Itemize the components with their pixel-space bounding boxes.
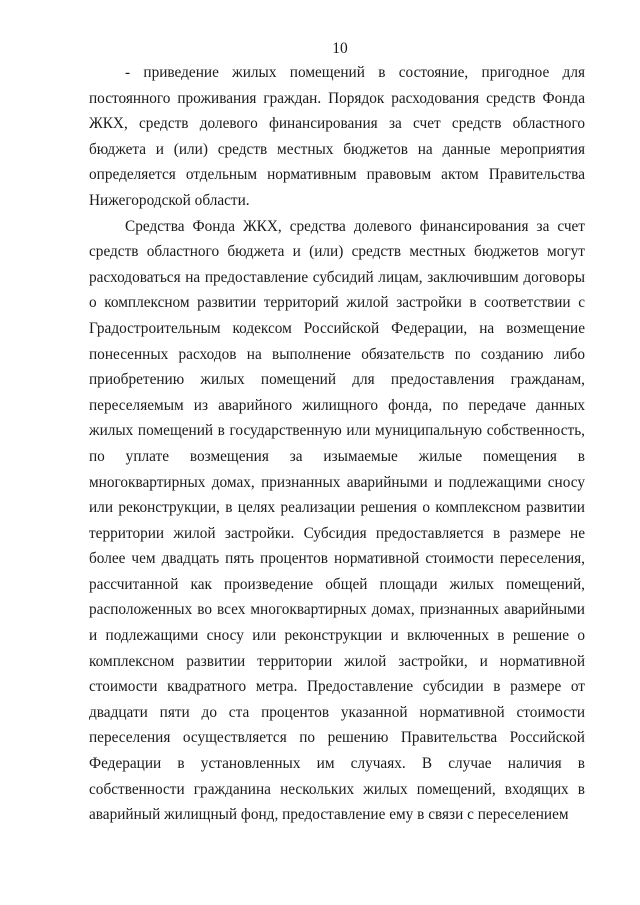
paragraph-housing-conditions: - приведение жилых помещений в состояние, пригодное для постоянного проживания граждан. Порядок расходования средств Фонда ЖКХ, средств долевого финансирования за счет средств областного бюджета и (или) средств местных бюджетов на данные мероприятия определяется отдельным нормативным правовым актом Правительства Нижегородской области. xyxy=(89,64,585,209)
page-number: 10 xyxy=(332,40,348,57)
body-text xyxy=(89,60,585,828)
paragraph-subsidies: Средства Фонда ЖКХ, средства долевого финансирования за счет средств областного бюджета и (или) средств местных бюджетов могут расходоваться на предоставление субсидий лицам, заключившим договоры о комплексном развитии территорий жилой застройки в соответствии с Градостроительным кодексом Российской Федерации, на возмещение понесенных расходов на выполнение обязательств по созданию либо приобретению жилых помещений для предоставления гражданам, переселяемым из аварийного жилищного фонда, по передаче данных жилых помещений в государственную или муниципальную собственность, по уплате возмещения за изымаемые жилые помещения в многоквартирных домах, признанных аварийными и подлежащими сносу или реконструкции, в целях реализации решения о комплексном развитии территории жилой застройки. Субсидия предоставляется в размере не более чем двадцать пять процентов нормативной стоимости переселения, рассчитанной как произведение общей площади жилых помещений, расположенных во всех многоквартирных домах, признанных аварийными и подлежащими сносу или реконструкции и включенных в решение о комплексном развитии территории жилой застройки, и нормативной стоимости квадратного метра. Предоставление субсидии в размере от двадцати пяти до ста процентов указанной нормативной стоимости переселения осуществляется по решению Правительства Российской Федерации в установленных им случаях. В случае наличия в собственности гражданина нескольких жилых помещений, входящих в аварийный жилищный фонд, предоставление ему в связи с переселением xyxy=(89,217,585,824)
